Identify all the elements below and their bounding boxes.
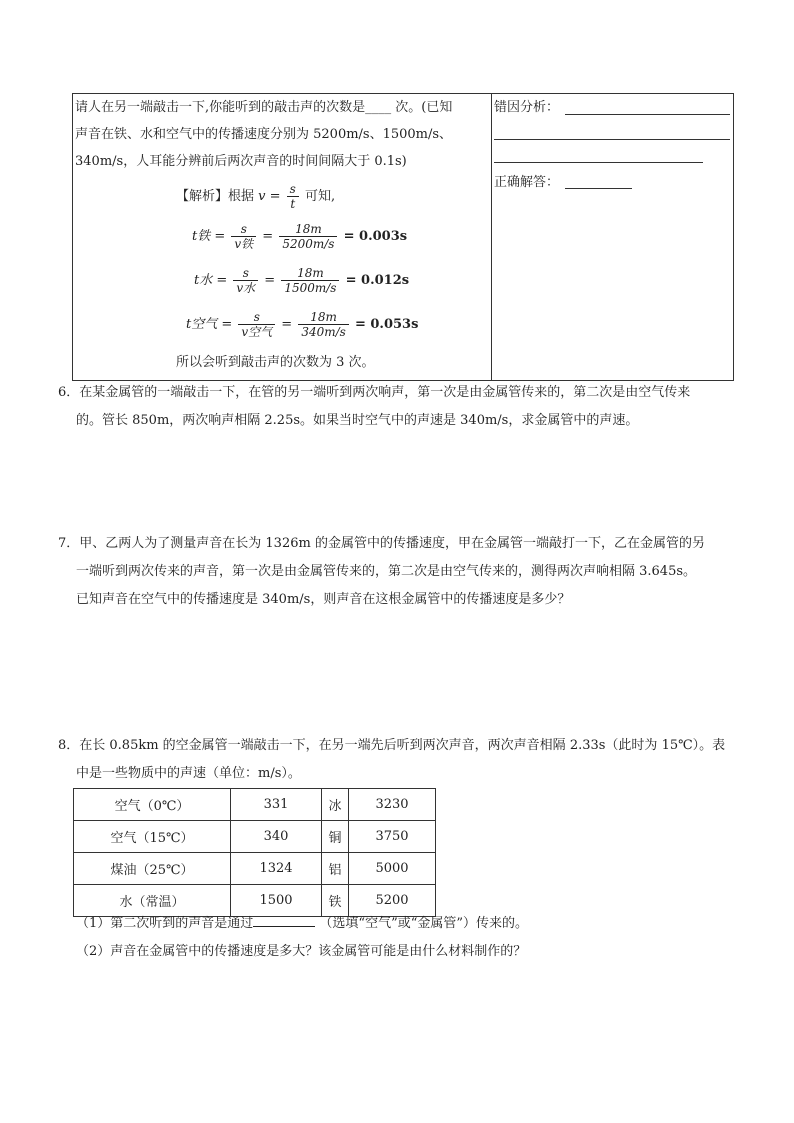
table-row: 水（常温） 1500 铁 5200	[74, 885, 436, 917]
formula-den: t	[290, 197, 296, 211]
error-blank-2[interactable]	[494, 139, 730, 140]
q8-sub-1: （1）第二次听到的声音是通过 （选填“空气”或“金属管”）传来的。	[76, 912, 528, 935]
q7-line-1: 7．甲、乙两人为了测量声音在长为 1326m 的金属管中的传播速度，甲在金属管一端敲打一下，乙在金属管的另	[58, 536, 705, 551]
q7-line-3: 已知声音在空气中的传播速度是 340m/s，则声音在这根金属管中的传播速度是多少？	[76, 592, 571, 607]
question-line-1: 请人在另一端敲击一下,你能听到的敲击声的次数是____ 次。(已知	[75, 100, 453, 115]
table-row: 空气（15℃） 340 铜 3750	[74, 821, 436, 853]
question-line-2: 声音在铁、水和空气中的传播速度分别为 5200m/s、1500m/s、	[75, 127, 453, 142]
formula-fraction	[287, 182, 299, 211]
table-row: 空气（0℃） 331 冰 3230	[74, 789, 436, 821]
question-line-3: 340m/s，人耳能分辨前后两次声音的时间间隔大于 0.1s)	[75, 154, 407, 169]
q8-line-2: 中是一些物质中的声速（单位：m/s）。	[76, 766, 301, 781]
q6-line-1: 6．在某金属管的一端敲击一下，在管的另一端听到两次响声，第一次是由金属管传来的，第二次是由空气传来	[58, 385, 691, 400]
correct-answer-label: 正确解答：	[494, 175, 560, 190]
question-8	[58, 732, 748, 788]
conclusion: 所以会听到敲击声的次数为 3 次。	[176, 355, 375, 370]
speed-table	[73, 788, 436, 917]
q8-sub-2: （2）声音在金属管中的传播速度是多大？该金属管可能是由什么材料制作的？	[76, 944, 527, 959]
equation-water: t水 = $\frac{s}{\text{v水}}$ = $\frac{18m}{1500m/s}$ = 0.012s	[194, 266, 410, 295]
analysis-line	[176, 182, 335, 211]
analysis-prefix: 【解析】根据	[176, 189, 255, 204]
q6-line-2: 的。管长 850m，两次响声相隔 2.25s。如果当时空气中的声速是 340m/s，求金属管中的声速。	[76, 413, 639, 428]
error-analysis-label: 错因分析：	[494, 100, 560, 115]
formula-num: s	[287, 182, 299, 197]
equation-air: t空气 = $\frac{s}{\text{v空气}}$ = $\frac{18m}{340m/s}$ = 0.053s	[186, 310, 419, 339]
box-divider	[491, 93, 492, 381]
analysis-suffix: 可知,	[304, 189, 336, 204]
question-7	[58, 530, 748, 614]
table-row: 煤油（25℃） 1324 铝 5000	[74, 853, 436, 885]
q7-line-2: 一端听到两次传来的声音，第一次是由金属管传来的，第二次是由空气传来的，测得两次声响相隔 3.645s。	[76, 564, 697, 579]
question-6	[58, 379, 748, 435]
error-blank-3[interactable]	[494, 162, 703, 163]
q8-blank[interactable]	[253, 912, 315, 927]
q8-line-1: 8．在长 0.85km 的空金属管一端敲击一下，在另一端先后听到两次声音，两次声音相隔 2.33s（此时为 15℃）。表	[58, 738, 726, 753]
equation-iron: t铁 = $\frac{s}{\text{v铁}}$ = $\frac{18m}{5200m/s}$ = 0.003s	[192, 222, 408, 251]
formula-v: v =	[258, 189, 281, 204]
correct-blank[interactable]	[565, 188, 632, 189]
error-blank-1[interactable]	[565, 114, 730, 115]
